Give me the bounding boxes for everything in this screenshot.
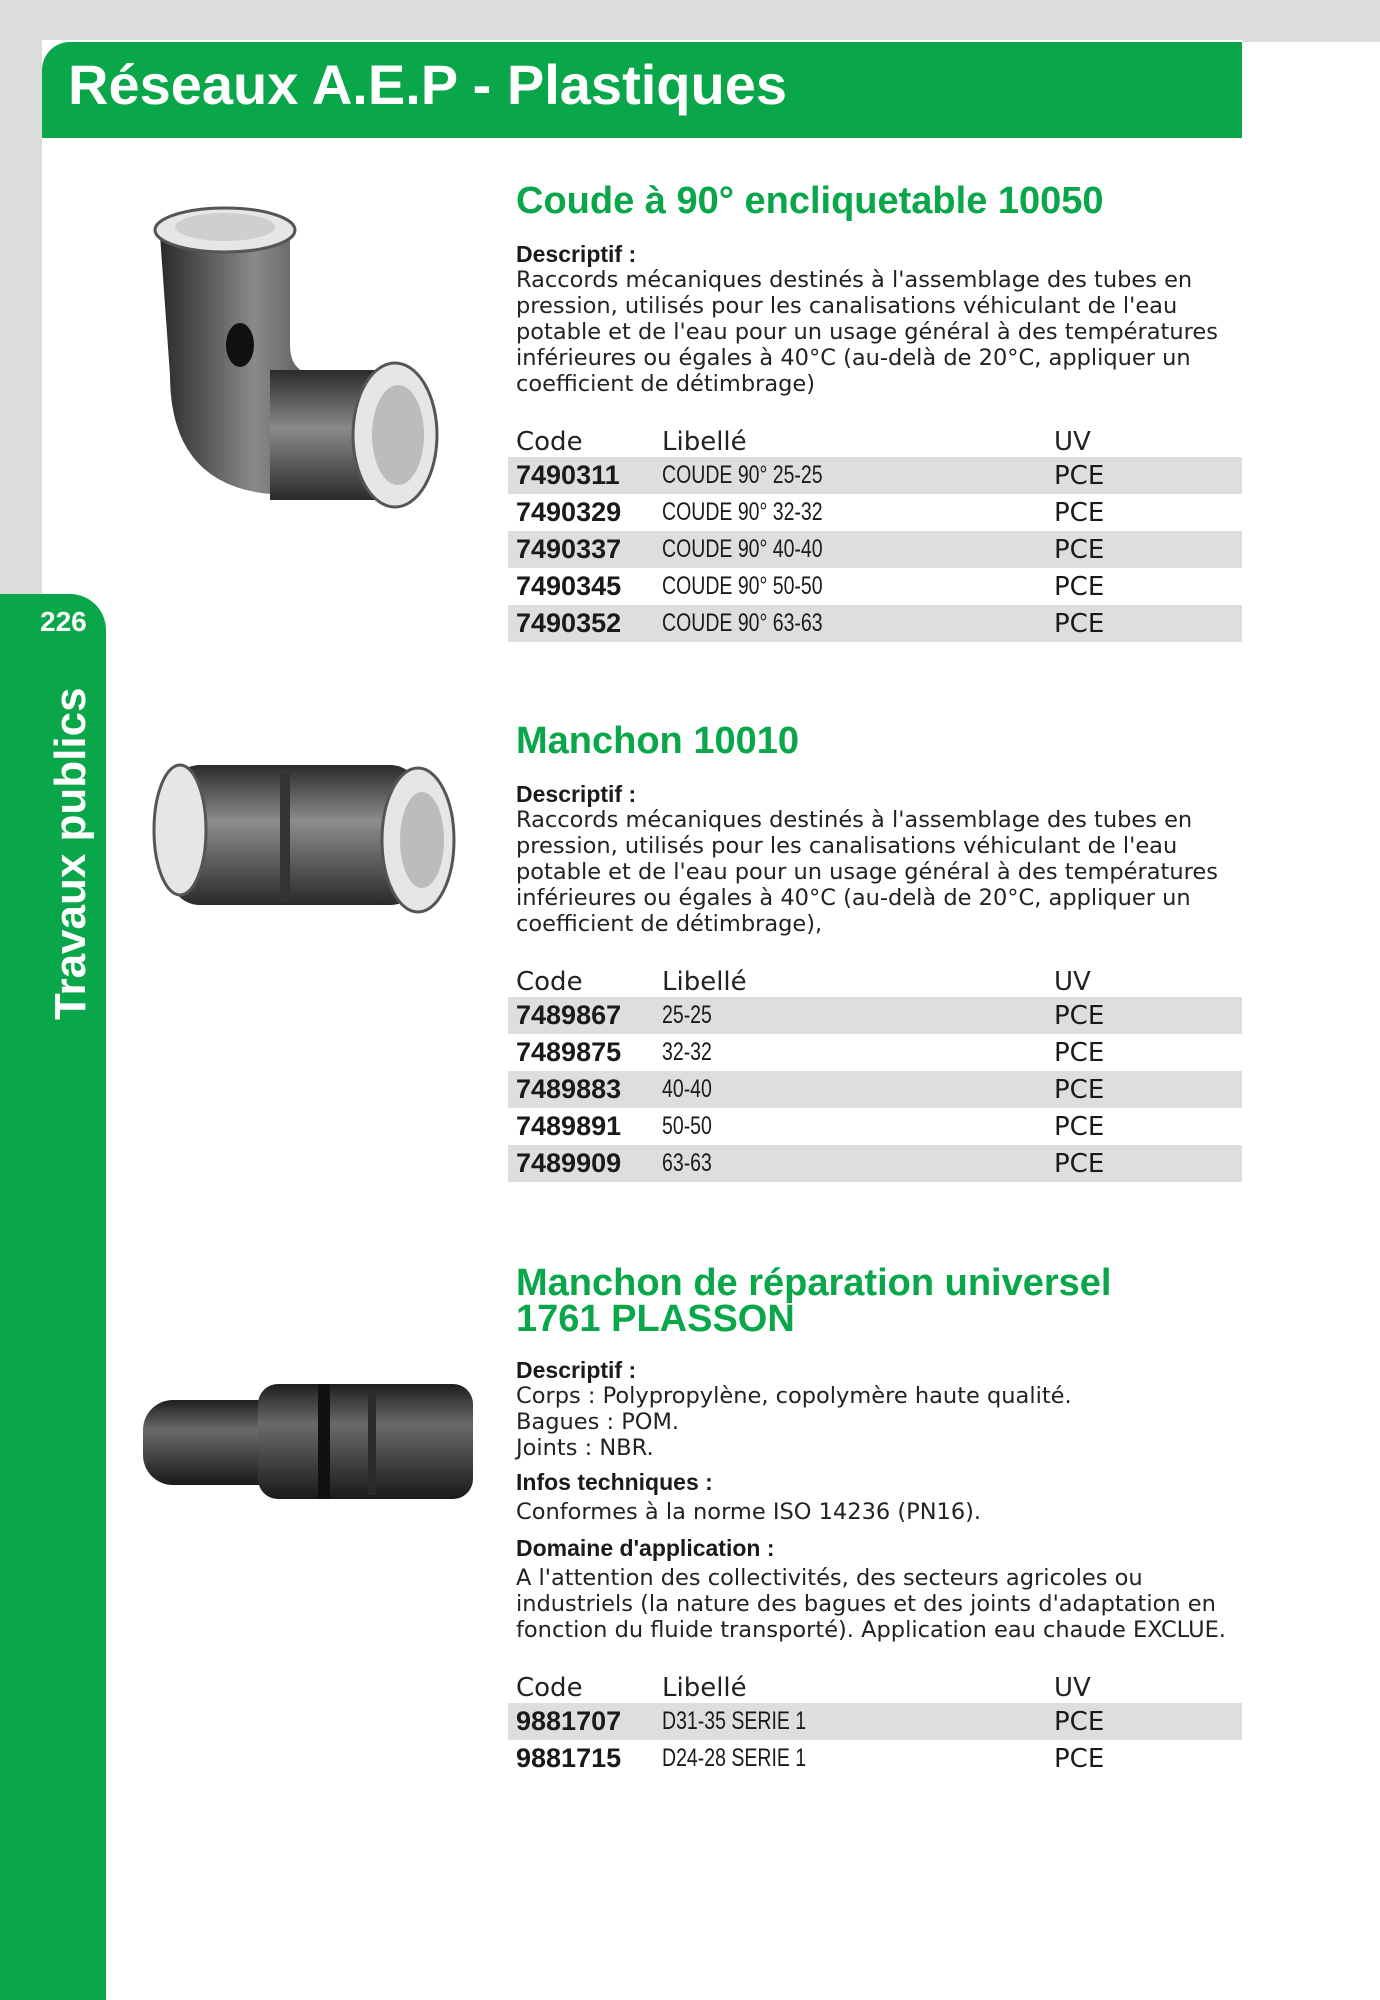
row-uv: PCE: [1054, 1037, 1105, 1068]
row-libelle: COUDE 90° 40-40: [662, 535, 823, 563]
product-table: [508, 1669, 1242, 1777]
table-header: [508, 963, 1242, 997]
descriptif-line: Corps : Polypropylène, copolymère haute qualité.: [516, 1383, 1072, 1409]
domaine-text: [516, 1565, 1242, 1643]
descriptif-label: Descriptif :: [516, 241, 637, 267]
descriptif-line: Raccords mécaniques destinés à l'assemblage des tubes en: [516, 807, 1193, 833]
header-libelle: Libellé: [662, 967, 747, 997]
header-code: Code: [516, 1673, 583, 1703]
row-code: 7489875: [516, 1037, 622, 1067]
infos-label: Infos techniques :: [516, 1469, 713, 1495]
row-uv: PCE: [1054, 571, 1105, 602]
row-uv: PCE: [1054, 1706, 1105, 1737]
table-row: [508, 457, 1242, 494]
descriptif-label: Descriptif :: [516, 1357, 637, 1383]
row-libelle: 40-40: [662, 1075, 712, 1103]
row-libelle: COUDE 90° 32-32: [662, 498, 823, 526]
table-row: [508, 605, 1242, 642]
header-uv: UV: [1054, 427, 1091, 457]
descriptif-line: Bagues : POM.: [516, 1409, 680, 1435]
table-row: [508, 1034, 1242, 1071]
product-section-repair-coupling: [516, 1262, 1242, 1777]
row-uv: PCE: [1054, 1743, 1105, 1774]
table-header: [508, 423, 1242, 457]
coupling-fitting-image: [150, 745, 460, 935]
row-libelle: 32-32: [662, 1038, 712, 1066]
row-code: 7489909: [516, 1148, 622, 1178]
row-libelle: 63-63: [662, 1149, 712, 1177]
descriptif-line: Joints : NBR.: [516, 1435, 654, 1461]
descriptif-line: Raccords mécaniques destinés à l'assemblage des tubes en: [516, 267, 1193, 293]
header-code: Code: [516, 427, 583, 457]
row-uv: PCE: [1054, 1000, 1105, 1031]
page-number: 226: [40, 606, 87, 637]
table-header: [508, 1669, 1242, 1703]
product-table: [508, 963, 1242, 1182]
elbow-fitting-image: [140, 195, 460, 535]
row-code: 7489867: [516, 1000, 622, 1030]
header-banner: [42, 42, 1242, 138]
header-code: Code: [516, 967, 583, 997]
descriptif-text: [516, 1383, 1242, 1461]
descriptif-line: pression, utilisés pour les canalisations véhiculant de l'eau: [516, 293, 1178, 319]
table-row: [508, 568, 1242, 605]
row-libelle: COUDE 90° 63-63: [662, 609, 823, 637]
table-row: [508, 1145, 1242, 1182]
header-uv: UV: [1054, 967, 1091, 997]
row-code: 7490337: [516, 534, 622, 564]
row-libelle: D24-28 SERIE 1: [662, 1744, 807, 1772]
section-title: Manchon 10010: [516, 720, 799, 762]
product-table: [508, 423, 1242, 642]
category-label: Travaux publics: [46, 687, 95, 1020]
page-title: Réseaux A.E.P - Plastiques: [68, 53, 787, 116]
row-uv: PCE: [1054, 497, 1105, 528]
table-row: [508, 494, 1242, 531]
row-code: 9881715: [516, 1743, 622, 1773]
domaine-line: fonction du fluide transporté). Application eau chaude EXCLUE.: [516, 1617, 1226, 1643]
table-row: [508, 1740, 1242, 1777]
repair-coupling-image: [138, 1372, 478, 1512]
product-section-coupling: [516, 720, 1242, 1182]
row-libelle: 50-50: [662, 1112, 712, 1140]
row-uv: PCE: [1054, 534, 1105, 565]
table-row: [508, 1108, 1242, 1145]
descriptif-text: [516, 807, 1242, 937]
domaine-line: A l'attention des collectivités, des secteurs agricoles ou: [516, 1565, 1143, 1591]
header-uv: UV: [1054, 1673, 1091, 1703]
row-code: 7489883: [516, 1074, 622, 1104]
row-code: 7489891: [516, 1111, 622, 1141]
infos-line: Conformes à la norme ISO 14236 (PN16).: [516, 1499, 982, 1525]
row-libelle: COUDE 90° 25-25: [662, 461, 823, 489]
page-top-border: [0, 0, 1380, 40]
row-libelle: D31-35 SERIE 1: [662, 1707, 807, 1735]
section-title-line: Manchon de réparation universel: [516, 1262, 1112, 1304]
row-code: 9881707: [516, 1706, 622, 1736]
descriptif-line: inférieures ou égales à 40°C (au-delà de 20°C, appliquer un: [516, 345, 1191, 371]
row-code: 7490345: [516, 571, 622, 601]
row-code: 7490311: [516, 460, 620, 490]
table-row: [508, 1071, 1242, 1108]
row-uv: PCE: [1054, 1148, 1105, 1179]
section-title: Coude à 90° encliquetable 10050: [516, 180, 1104, 222]
descriptif-line: coefficient de détimbrage): [516, 371, 816, 397]
row-uv: PCE: [1054, 608, 1105, 639]
section-title: [516, 1262, 1242, 1340]
product-section-elbow: [516, 180, 1242, 642]
row-libelle: COUDE 90° 50-50: [662, 572, 823, 600]
descriptif-text: [516, 267, 1242, 397]
section-title-line: 1761 PLASSON: [516, 1298, 795, 1340]
domaine-label: Domaine d'application :: [516, 1535, 775, 1561]
domaine-line: industriels (la nature des bagues et des joints d'adaptation en: [516, 1591, 1216, 1617]
descriptif-line: coefficient de détimbrage),: [516, 911, 823, 937]
page-right-border: [1242, 0, 1380, 42]
descriptif-line: potable et de l'eau pour un usage général à des températures: [516, 859, 1218, 885]
table-row: [508, 1703, 1242, 1740]
row-uv: PCE: [1054, 1111, 1105, 1142]
descriptif-line: pression, utilisés pour les canalisations véhiculant de l'eau: [516, 833, 1178, 859]
row-code: 7490329: [516, 497, 622, 527]
page-left-border: [0, 0, 42, 600]
header-libelle: Libellé: [662, 1673, 747, 1703]
row-uv: PCE: [1054, 460, 1105, 491]
table-row: [508, 997, 1242, 1034]
header-libelle: Libellé: [662, 427, 747, 457]
descriptif-line: potable et de l'eau pour un usage général à des températures: [516, 319, 1218, 345]
table-row: [508, 531, 1242, 568]
descriptif-label: Descriptif :: [516, 781, 637, 807]
row-uv: PCE: [1054, 1074, 1105, 1105]
row-libelle: 25-25: [662, 1001, 712, 1029]
descriptif-line: inférieures ou égales à 40°C (au-delà de 20°C, appliquer un: [516, 885, 1191, 911]
row-code: 7490352: [516, 608, 622, 638]
